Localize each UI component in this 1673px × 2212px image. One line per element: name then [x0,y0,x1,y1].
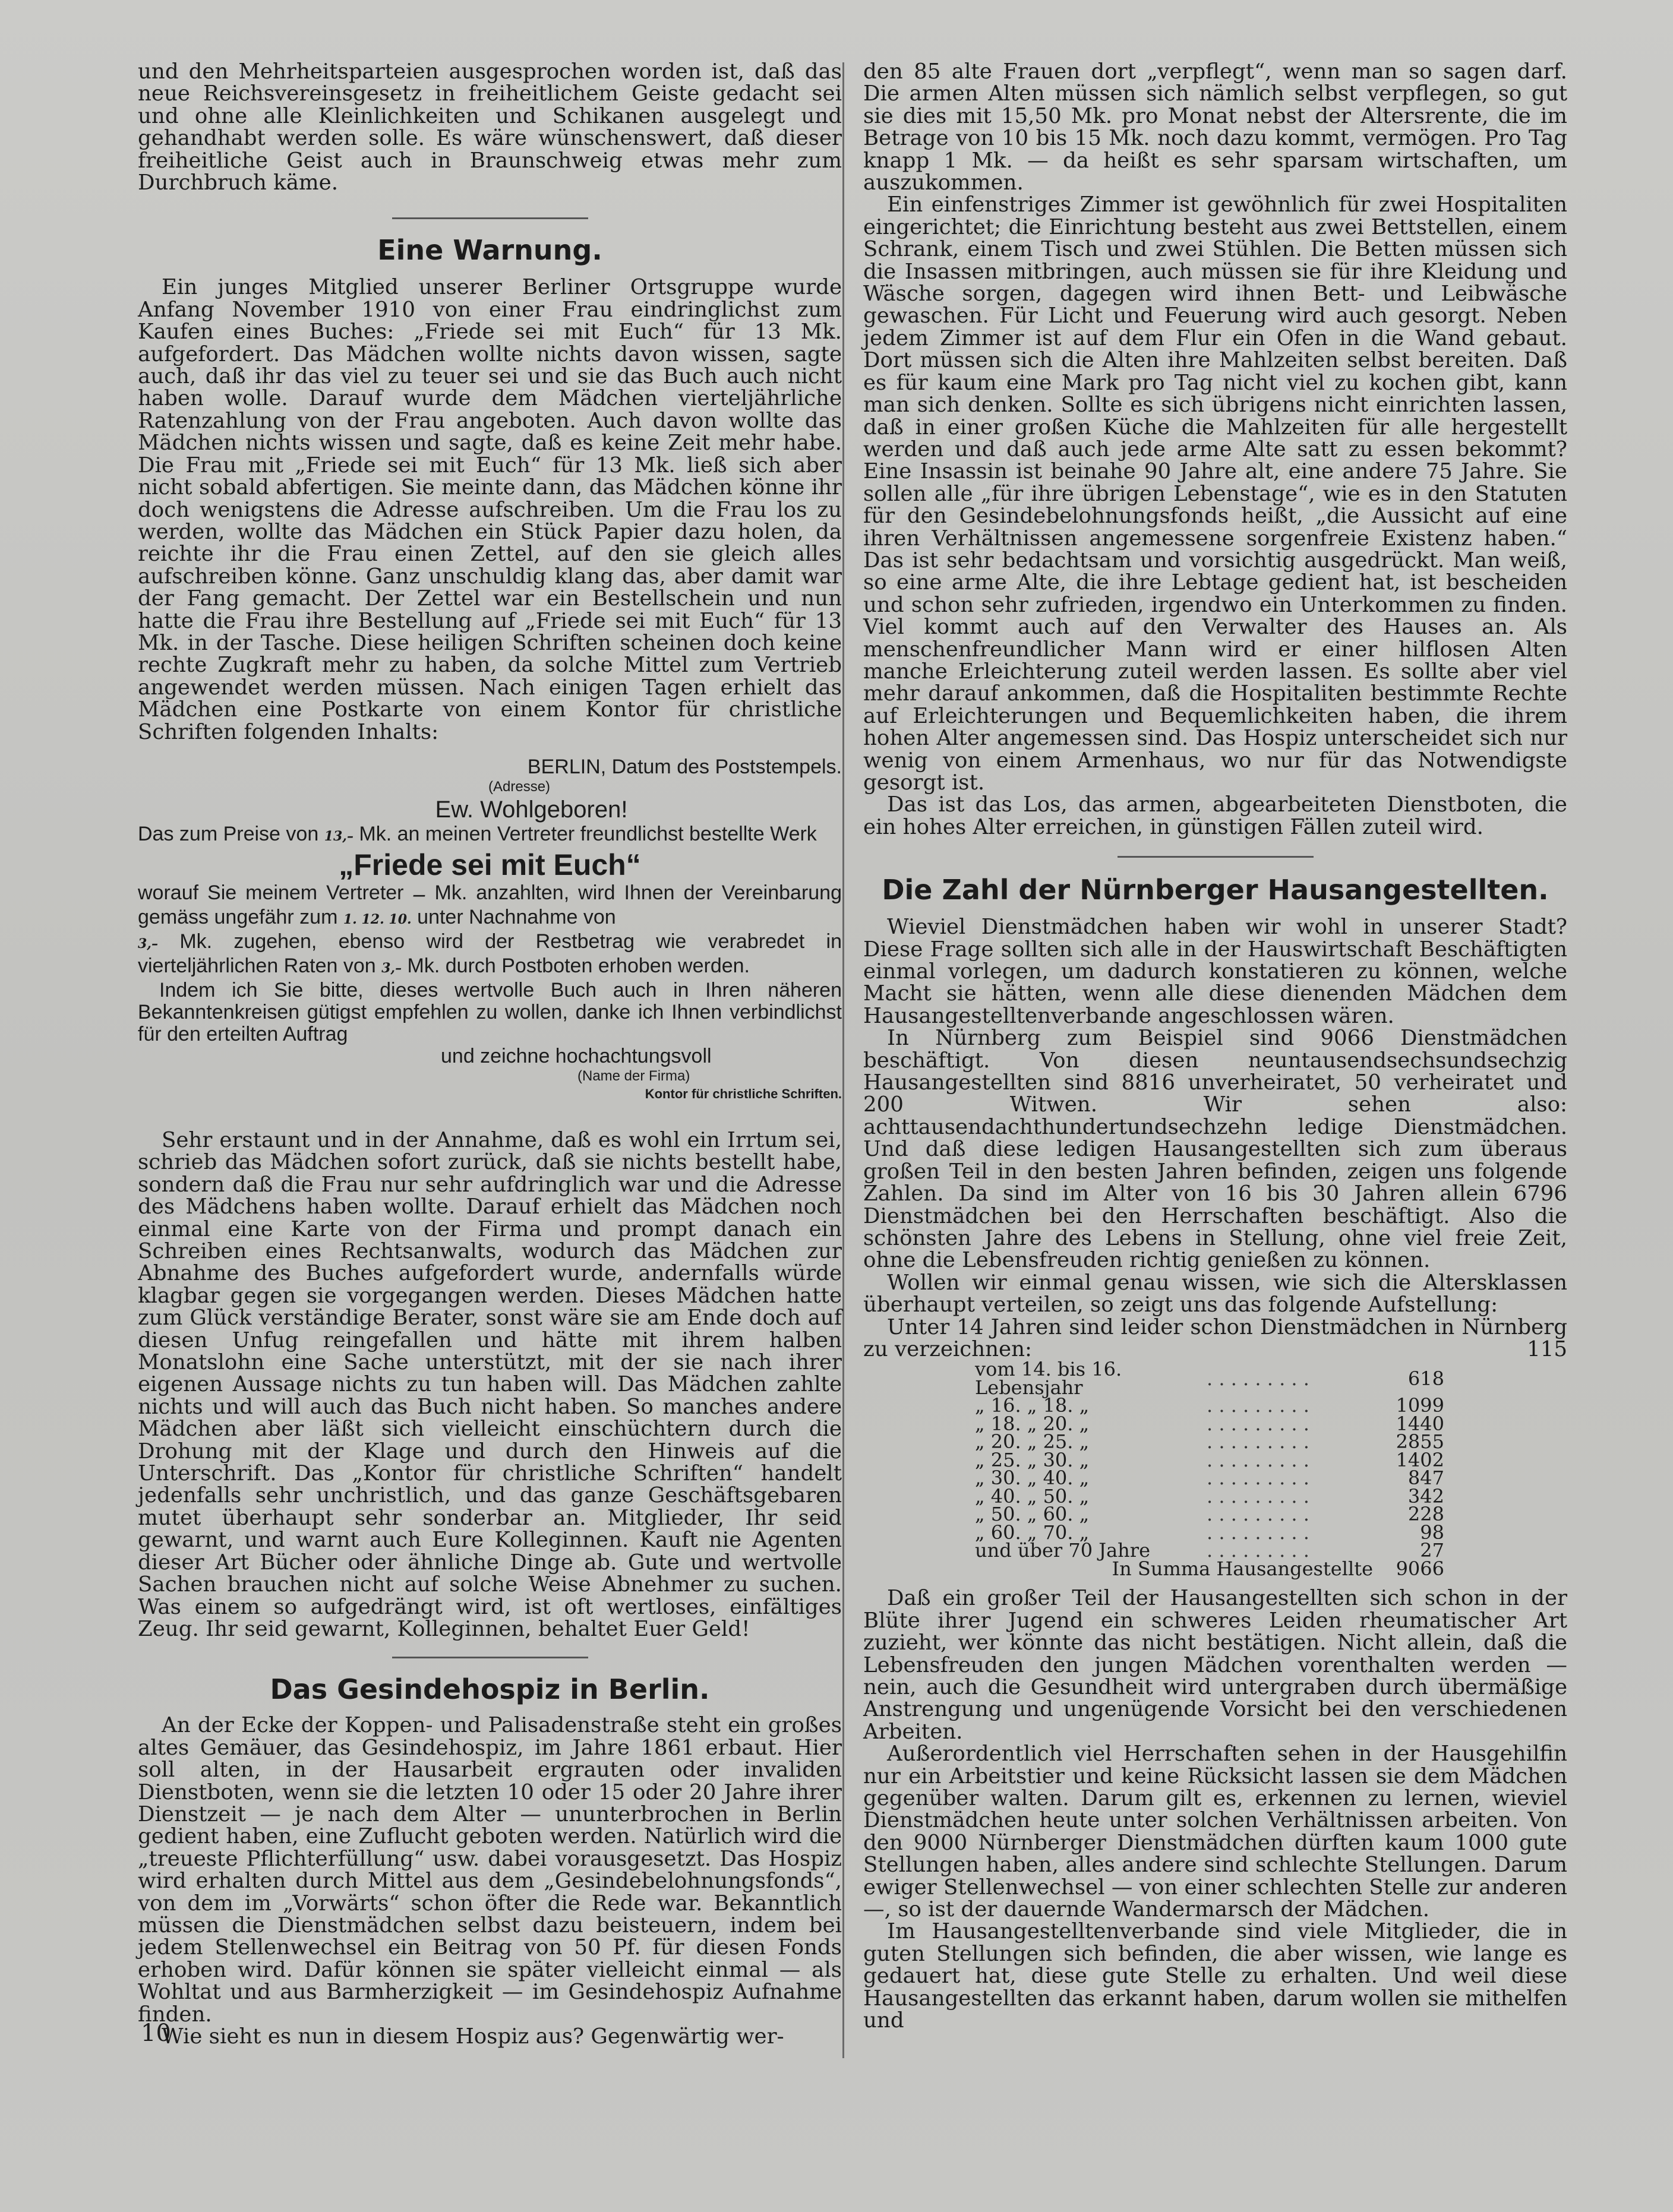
card-address: (Adresse) [488,778,551,795]
card-text: Mk. anzahlten, wird Ihnen der Vereinbarung gemäss ungefähr zum [138,881,842,928]
leader-dots: . . . . . . . . . [1207,1448,1309,1471]
card-text: Mk. durch Postboten erhoben werden. [407,954,750,977]
count-value: 228 [1407,1503,1444,1526]
count-value: 2855 [1396,1430,1444,1453]
nuernberg-paragraph-4 [863,1316,1567,1361]
leader-dots: . . . . . . . . . [1207,1394,1309,1417]
count-value: 27 [1420,1539,1444,1562]
handwritten-cod: 3,– [138,936,158,952]
count-value: 98 [1420,1521,1444,1544]
age-range-label: „ 18. „ 20. „ [975,1412,1090,1435]
age-range-label: „ 30. „ 40. „ [975,1467,1090,1490]
hospiz-paragraph-2: Wie sieht es nun in diesem Hospiz aus? Gegenwärtig wer- [162,2024,784,2049]
count-value: 1440 [1396,1412,1444,1435]
handwritten-rate: 3,– [381,960,402,976]
hospiz-continued-3: Das ist das Los, das armen, abgearbeiteten Dienstboten, die ein hohes Alter erreichen, in günstigen Fällen zuteil wird. [863,792,1567,839]
column-divider [842,62,844,2058]
total-value: 9066 [1396,1557,1444,1580]
warnung-paragraph-2: Sehr erstaunt und in der Annahme, daß es wohl ein Irrtum sei, schrieb das Mädchen sofort zurück, daß sie nichts bestellt habe, sondern daß die Frau nur sehr aufdringlich war und die Adresse des Mädchens haben wollte. Darauf erhielt das Mädchen noch einmal eine Karte von der Firma und prompt danach ein Schreiben eines Rechtsanwalts, wodurch das Mädchen zur Abnahme des Buches aufgefordert wurde, andernfalls würde klagbar gegen sie vorgegangen werden. Dieses Mädchen hatte zum Glück verständige Berater, sonst wäre sie am Ende doch auf diesen Unfug reingefallen und hätte mit ihrem halben Monatslohn eine Sache unterstützt, mit der sie nach ihrer eigenen Aussage nichts zu tun haben will. Das Mädchen zahlte nichts und will auch das Buch nicht haben. So manches andere Mädchen aber läßt sich vielleicht einschüchtern durch die Drohung mit der Klage und durch den Hinweis auf die Unterschrift. Das „Kontor für christliche Schriften“ handelt jedenfalls sehr unchristlich, und das ganze Geschäftsgebaren mutet überhaupt sehr sonderbar an. Mitglieder, Ihr seid gewarnt, und warnt auch Eure Kolleginnen. Kauft nie Agenten dieser Art Bücher oder ähnliche Dinge ab. Gute und wertvolle Sachen brauchen nicht auf solche Weise Abnehmer zu suchen. Was einem so aufgedrängt wird, ist oft wertloses, einfältiges Zeug. Ihr seid gewarnt, Kolleginnen, behaltet Euer Geld! [138,1127,842,1641]
leader-dots: . . . . . . . . . [1207,1521,1309,1544]
card-closing: und zeichne hochachtungsvoll [441,1044,712,1067]
leader-dots: . . . . . . . . . [1207,1467,1309,1490]
leader-dots: . . . . . . . . . [1207,1367,1309,1390]
nuernberg-paragraph-6: Außerordentlich viel Herrschaften sehen in der Hausgehilfin nur ein Arbeitstier und keine Rücksicht lassen sie dem Mädchen gegenüber walten. Darum gilt es, erkennen zu lernen, wieviel Dienstmädchen heute unter solchen Verhältnissen arbeiten. Von den 9000 Nürnberger Dienstmädchen dürften kaum 1000 gute Stellungen haben, alles andere sind schlechte Stellungen. Darum ewiger Stellenwechsel — von einer schlechten Stelle zur anderen —, so ist der dauernde Wandermarsch der Mädchen. [863,1742,1567,1922]
age-distribution-table [975,1360,1444,1578]
age-range-label: „ 60. „ 70. „ [975,1521,1090,1544]
right-column [863,61,1567,2031]
nuernberg-paragraph-2: In Nürnberg zum Beispiel sind 9066 Dienstmädchen beschäftigt. Von diesen neuntausendsechsundsechzig Hausangestellten sind 8816 unverheiratet, 50 verheiratet und 200 Witwen. Wir sehen also: achttausendachthundertundsechzehn ledige Dienstmädchen. Und daß diese ledigen Hausangestellten sich zum überaus großen Teil in den besten Jahren befinden, zeigen uns folgende Zahlen. Da sind im Alter von 16 bis 30 Jahren allein 6796 Dienstmädchen bei den Herrschaften beschäftigt. Also die schönsten Jahre des Lebens in Stellung, ohne viel freie Zeit, ohne die Lebensfreuden richtig genießen zu können. [863,1026,1567,1273]
count-value: 847 [1407,1467,1444,1490]
nuernberg-paragraph-3: Wollen wir einmal genau wissen, wie sich die Altersklassen überhaupt verteilen, so zeigt uns das folgende Aufstellung: [863,1270,1567,1317]
leader-dots: . . . . . . . . . [1207,1539,1309,1562]
count-value: 1099 [1396,1394,1444,1417]
age-range-label: vom 14. bis 16. Lebensjahr [975,1358,1122,1399]
age-range-label: „ 40. „ 50. „ [975,1484,1090,1508]
count-value: 1402 [1396,1448,1444,1471]
postcard-reproduction [138,756,842,1103]
age-range-label: und über 70 Jahre [975,1539,1151,1562]
section-title-warnung: Eine Warnung. [377,234,602,267]
leader-dots: . . . . . . . . . [1207,1412,1309,1435]
warnung-paragraph-1: Ein junges Mitglied unserer Berliner Ortsgruppe wurde Anfang November 1910 von einer Frau eindringlichst zum Kaufen eines Buches: „Friede sei mit Euch“ für 13 Mk. aufgefordert. Das Mädchen wollte nichts davon wissen, sagte auch, daß ihr das viel zu teuer sei und sie das Buch auch nicht haben wolle. Darauf wurde dem Mädchen vierteljährliche Ratenzahlung von der Frau angeboten. Auch davon wollte das Mädchen nichts wissen und sagte, daß es keine Zeit mehr habe. Die Frau mit „Friede sei mit Euch“ für 13 Mk. ließ sich aber nicht sobald abfertigen. Sie meinte dann, das Mädchen könne ihr doch wenigstens die Adresse aufschreiben. Um die Frau los zu werden, wollte das Mädchen ein Stück Papier dazu holen, da reichte ihr die Frau einen Zettel, auf den sie gleich alles aufschreiben könne. Ganz unschuldig klang das, aber damit war der Fang gemacht. Der Zettel war ein Bestellschein und nun hatte die Frau ihre Bestellung auf „Friede sei mit Euch“ für 13 Mk. in der Tasche. Diese heiligen Schriften scheinen doch keine rechte Zugkraft mehr zu haben, da solche Mittel zum Vertrieb angewendet werden müssen. Nach einigen Tagen erhielt das Mädchen eine Postkarte von einem Kontor für christliche Schriften folgenden Inhalts: [138,275,842,744]
card-text: Mk. an meinen Vertreter freundlichst bestellte Werk [359,822,817,845]
handwritten-date: 1. 12. 10. [343,911,412,927]
card-text: Mk. zugehen, ebenso wird der Restbetrag wie verabredet in vierteljährlichen Raten von [138,930,842,977]
nuernberg-paragraph-1: Wieviel Dienstmädchen haben wir wohl in unserer Stadt? Diese Frage sollten sich alle in der Hauswirtschaft Beschäftigten einmal vorlegen, um dadurch konstatieren zu können, welche Macht sie hätten, wenn alle diese dienenden Mädchen dem Hausangestelltenverbande angeschlossen wären. [863,915,1567,1028]
nuernberg-paragraph-7: Im Hausangestelltenverbande sind viele Mitglieder, die in guten Stellungen sich befinden, die aber wissen, wie lange es gedauert hat, diese gute Stelle zu erhalten. Und weil diese Hausangestellten das erkannt haben, darum wollen sie mithelfen und [863,1919,1567,2033]
card-line-3 [138,931,842,979]
card-firm: Kontor für christliche Schriften. [645,1086,842,1101]
hospiz-paragraph-1: An der Ecke der Koppen- und Palisadenstraße steht ein großes altes Gemäuer, das Gesindehospiz, im Jahre 1861 erbaut. Hier soll alten, in der Hausarbeit ergrauten oder invaliden Dienstboten, wenn sie die letzten 10 oder 15 oder 20 Jahre ihrer Dienstzeit — je nach dem Alter — ununterbrochen in Berlin gedient haben, eine Zuflucht geboten werden. Natürlich wird die „treueste Pflichterfüllung“ usw. dabei vorausgesetzt. Das Hospiz wird erhalten durch Mittel aus dem „Gesindebelohnungsfonds“, von dem im „Vorwärts“ schon öfter die Rede war. Bekanntlich müssen die Dienstmädchen selbst dazu beisteuern, indem bei jedem Stellenwechsel ein Beitrag von 50 Pf. für diesen Fonds erhoben wird. Dafür können sie später vielleicht einmal — als Wohltat und aus Barmherzigkeit — im Gesindehospiz Aufnahme finden. [138,1713,842,2027]
card-salutation: Ew. Wohlgeboren! [435,796,628,823]
section-title-nuernberg: Die Zahl der Nürnberger Hausangestellten. [882,874,1549,906]
count-value: 342 [1407,1484,1444,1508]
card-line-4: Indem ich Sie bitte, dieses wertvolle Buch auch in Ihren näheren Bekanntenkreisen gütigst empfehlen zu wollen, danke ich Ihnen verbindlichst für den erteilten Auftrag [138,978,842,1045]
card-line-2 [138,882,842,931]
handwritten-price: 13,– [324,828,353,844]
age-range-label: „ 50. „ 60. „ [975,1503,1090,1526]
leader-dots: . . . . . . . . . [1207,1503,1309,1526]
table-total-row [975,1560,1444,1578]
card-firm-label: (Name der Firma) [577,1067,690,1084]
left-column [138,61,842,2047]
card-text: worauf Sie meinem Vertreter [138,881,404,904]
page-number: 10 [141,2020,171,2047]
table-row [975,1360,1444,1396]
card-text: Das zum Preise von [138,822,319,845]
card-place-date: BERLIN, Datum des Poststempels. [527,755,842,778]
age-range-label: „ 16. „ 18. „ [975,1394,1090,1417]
under14-label: Unter 14 Jahren sind leider schon Dienstmädchen in Nürnberg zu verzeichnen: [863,1314,1567,1361]
age-range-label: „ 20. „ 25. „ [975,1430,1090,1453]
total-label: In Summa Hausangestellte [1112,1557,1373,1580]
hospiz-continued-1: den 85 alte Frauen dort „verpflegt“, wenn man so sagen darf. Die armen Alten müssen sich nämlich selbst verpflegen, so gut sie dies mit 15,50 Mk. pro Monat nebst der Altersrente, die im Betrage von 10 bis 15 Mk. noch dazu kommt, vermögen. Pro Tag knapp 1 Mk. — da heißt es sehr sparsam wirtschaften, um auszukommen. [863,59,1567,195]
under14-value: 115 [1527,1336,1567,1361]
handwritten-dash: — [412,887,426,903]
leader-dots: . . . . . . . . . [1207,1430,1309,1453]
hospiz-continued-2: Ein einfenstriges Zimmer ist gewöhnlich für zwei Hospitaliten eingerichtet; die Einrichtung besteht aus zwei Bettstellen, einem Schrank, einem Tisch und zwei Stühlen. Die Betten müssen sich die Insassen mitbringen, auch müssen sie für ihre Kleidung und Wäsche sorgen, dagegen wird ihnen Bett- und Leibwäsche gewaschen. Für Licht und Feuerung wird auch gesorgt. Neben jedem Zimmer ist auf dem Flur ein Ofen in die Wand gebaut. Dort müssen sich die Alten ihre Mahlzeiten selbst bereiten. Daß es für kaum eine Mark pro Tag nicht viel zu kochen gibt, kann man sich denken. Sollte es sich übrigens nicht einrichten lassen, daß in einer großen Küche die Mahlzeiten für alle hergestellt werden und daß auch jede arme Alte satt zu essen bekommt? Eine Insassin ist beinahe 90 Jahre alt, eine andere 75 Jahre. Sie sollen alle „für ihre übrigen Lebenstage“, wie es in den Statuten für den Gesindebelohnungsfonds heißt, „die Aussicht auf eine ihren Verhältnissen angemessene sorgenfreie Existenz haben.“ Das ist sehr bedachtsam und vorsichtig ausgedrückt. Man weiß, so eine arme Alte, die ihre Lebtage gedient hat, ist bescheiden und schon sehr zufrieden, irgendwo ein Unterkommen zu finden. Viel kommt auch auf den Verwalter des Hauses an. Als menschenfreundlicher Mann wird er einer hilflosen Alten manche Erleichterung zuteil werden lassen. Es sollte aber viel mehr darauf ankommen, daß die Hospitaliten bestimmte Rechte auf Erleichterungen und Bequemlichkeiten haben, die ihrem hohen Alter angemessen sind. Das Hospiz unterscheidet sich nur wenig von einem Armenhaus, wo nur für das Notwendigste gesorgt ist. [863,192,1567,795]
leader-dots: . . . . . . . . . [1207,1484,1309,1508]
intro-paragraph: und den Mehrheitsparteien ausgesprochen worden ist, daß das neue Reichsvereinsgesetz in freiheitlichem Geiste gedacht sei und ohne alle Kleinlichkeiten und Schikanen ausgelegt und gehandhabt werden solle. Es wäre wünschenswert, daß dieser freiheitliche Geist auch in Braunschweig etwas mehr zum Durchbruch käme. [138,59,842,195]
count-value: 618 [1407,1367,1444,1390]
card-line-1 [138,823,842,848]
section-title-hospiz: Das Gesindehospiz in Berlin. [270,1673,710,1706]
card-text: unter Nachnahme von [417,905,616,928]
nuernberg-paragraph-5: Daß ein großer Teil der Hausangestellten sich schon in der Blüte ihrer Jugend ein schweres Leiden rheumatischer Art zuzieht, wer könnte das nicht bestätigen. Nicht allein, daß die Lebensfreuden den jungen Mädchen vorenthalten werden — nein, auch die Gesundheit wird untergraben durch übermäßige Anstrengung und ungenügende Vorsicht bei den verschiedenen Arbeiten. [863,1586,1567,1744]
age-range-label: „ 25. „ 30. „ [975,1448,1090,1471]
card-book-title: „Friede sei mit Euch“ [339,848,641,881]
